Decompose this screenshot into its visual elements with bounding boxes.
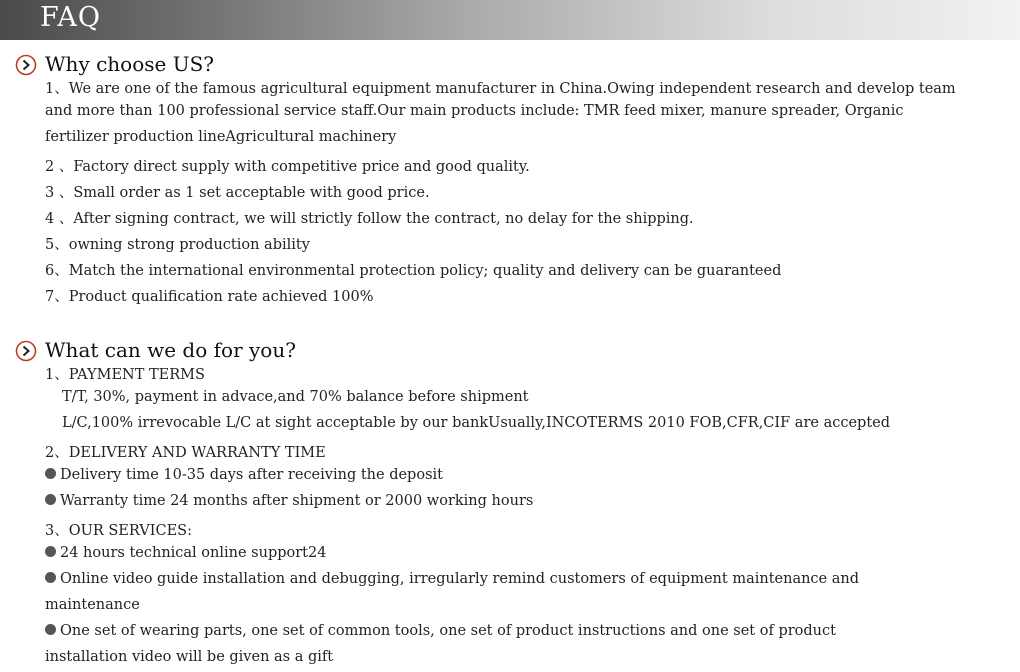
service-item <box>45 623 836 639</box>
section-title: What can we do for you? <box>45 338 296 362</box>
service-item-continuation: installation video will be given as a gift <box>45 649 334 665</box>
faq-line: fertilizer production lineAgricultural machinery <box>45 129 397 145</box>
faq-line: 5、owning strong production ability <box>45 237 310 253</box>
faq-line: 2 、Factory direct supply with competitive price and good quality. <box>45 159 530 175</box>
bullet-dot-icon <box>45 624 56 635</box>
service-item-text: One set of wearing parts, one set of common tools, one set of product instructions and one set of product <box>60 623 836 639</box>
faq-line: 4 、After signing contract, we will strictly follow the contract, no delay for the shipping. <box>45 211 694 227</box>
faq-line: and more than 100 professional service staff.Our main products include: TMR feed mixer, manure spreader, Organic <box>45 103 904 119</box>
warranty-item <box>45 493 533 509</box>
delivery-item-text: Delivery time 10-35 days after receiving the deposit <box>60 467 443 483</box>
service-item <box>45 545 326 561</box>
bullet-dot-icon <box>45 572 56 583</box>
faq-header-bar <box>0 0 1020 40</box>
faq-line: 6、Match the international environmental protection policy; quality and delivery can be guaranteed <box>45 263 782 279</box>
payment-line-tt: T/T, 30%, payment in advace,and 70% balance before shipment <box>62 389 529 405</box>
faq-line: 3 、Small order as 1 set acceptable with good price. <box>45 185 430 201</box>
service-item-text: Online video guide installation and debugging, irregularly remind customers of equipment maintenance and <box>60 571 860 587</box>
delivery-item <box>45 467 443 483</box>
service-item <box>45 571 859 587</box>
page-title: FAQ <box>40 2 102 33</box>
section-title: Why choose US? <box>45 52 214 76</box>
bullet-dot-icon <box>45 494 56 505</box>
delivery-heading: 2、DELIVERY AND WARRANTY TIME <box>45 445 326 461</box>
circled-right-arrow-icon <box>15 340 37 362</box>
bullet-dot-icon <box>45 468 56 479</box>
payment-terms-heading: 1、PAYMENT TERMS <box>45 367 205 383</box>
service-item-continuation: maintenance <box>45 597 140 613</box>
faq-line: 1、We are one of the famous agricultural equipment manufacturer in China.Owing independent research and develop team <box>45 81 956 97</box>
bullet-dot-icon <box>45 546 56 557</box>
warranty-item-text: Warranty time 24 months after shipment or 2000 working hours <box>60 493 534 509</box>
payment-line-lc: L/C,100% irrevocable L/C at sight acceptable by our bankUsually,INCOTERMS 2010 FOB,CFR,CIF are accepted <box>62 415 891 431</box>
circled-right-arrow-icon <box>15 54 37 76</box>
service-item-text: 24 hours technical online support24 <box>60 545 327 561</box>
services-heading: 3、OUR SERVICES: <box>45 523 192 539</box>
faq-line: 7、Product qualification rate achieved 100% <box>45 289 374 305</box>
